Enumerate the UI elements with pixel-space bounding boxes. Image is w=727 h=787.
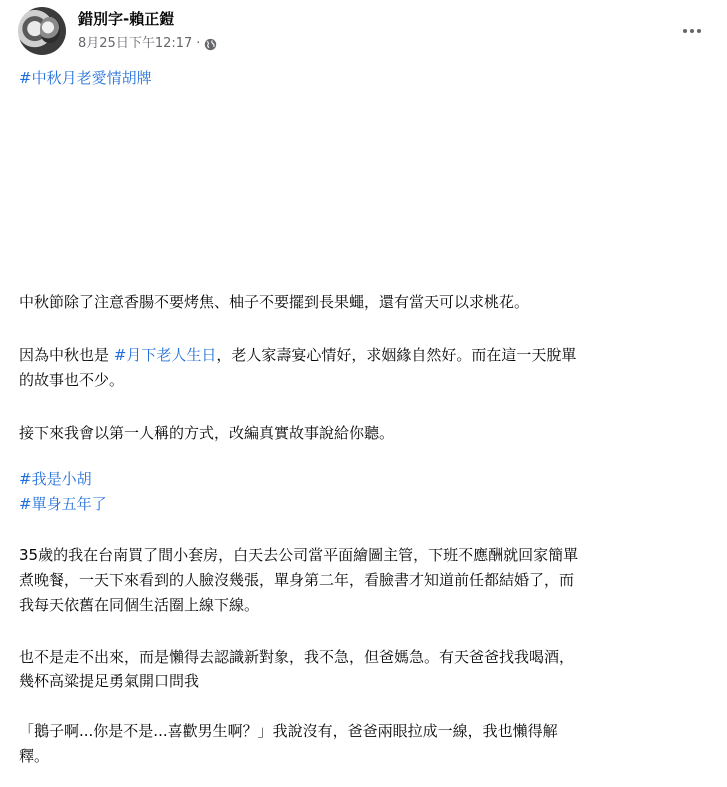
- hashtag-i-am-xiaohu[interactable]: #我是小胡: [19, 470, 92, 488]
- avatar[interactable]: [18, 7, 66, 55]
- paragraph-5-line-2: 幾杯高粱提足勇氣開口問我: [19, 672, 200, 690]
- globe-icon[interactable]: [204, 38, 217, 51]
- paragraph-3: 接下來我會以第一人稱的方式，改編真實故事說給你聽。: [19, 424, 395, 442]
- paragraph-1: 中秋節除了注意香腸不要烤焦、柚子不要擺到長果蠅，還有當天可以求桃花。: [19, 293, 530, 311]
- paragraph-4-line-2: 煮晚餐，一天下來看到的人臉沒幾張，單身第二年，看臉書才知道前任都結婚了，而: [19, 571, 575, 589]
- paragraph-6-line-2: 釋。: [19, 747, 50, 765]
- hashtag-single-five-years[interactable]: #單身五年了: [19, 495, 107, 513]
- post-header: [0, 0, 727, 62]
- paragraph-2-suffix: ，老人家壽宴心情好，求姻緣自然好。而在這一天脫單: [216, 346, 577, 364]
- more-options-button[interactable]: [680, 19, 704, 43]
- author-name[interactable]: 錯別字-賴正鎧: [78, 10, 175, 28]
- paragraph-6-line-1: 「鵝子啊...你是不是...喜歡男生啊？」我說沒有，爸爸兩眼拉成一線，我也懶得解: [19, 722, 558, 740]
- paragraph-5-line-1: 也不是走不出來，而是懶得去認識新對象，我不急，但爸媽急。有天爸爸找我喝酒，: [19, 648, 575, 666]
- timestamp[interactable]: 8月25日下午12:17: [78, 36, 193, 51]
- paragraph-4-line-3: 我每天依舊在同個生活圈上線下線。: [19, 596, 260, 614]
- meta-separator: ·: [196, 36, 201, 51]
- hashtag-moon-old-man[interactable]: #月下老人生日: [113, 346, 217, 364]
- paragraph-4-line-1: 35歲的我在台南買了間小套房，白天去公司當平面繪圖主管，下班不應酬就回家簡單: [19, 546, 579, 564]
- more-dots-icon: [683, 29, 687, 33]
- paragraph-2-line-2: 的故事也不少。: [19, 371, 125, 389]
- paragraph-2-prefix: 因為中秋也是: [19, 346, 114, 364]
- post-meta: [78, 36, 217, 52]
- paragraph-2-line-1: [19, 343, 576, 367]
- hashtag-title[interactable]: #中秋月老愛情胡牌: [19, 69, 152, 87]
